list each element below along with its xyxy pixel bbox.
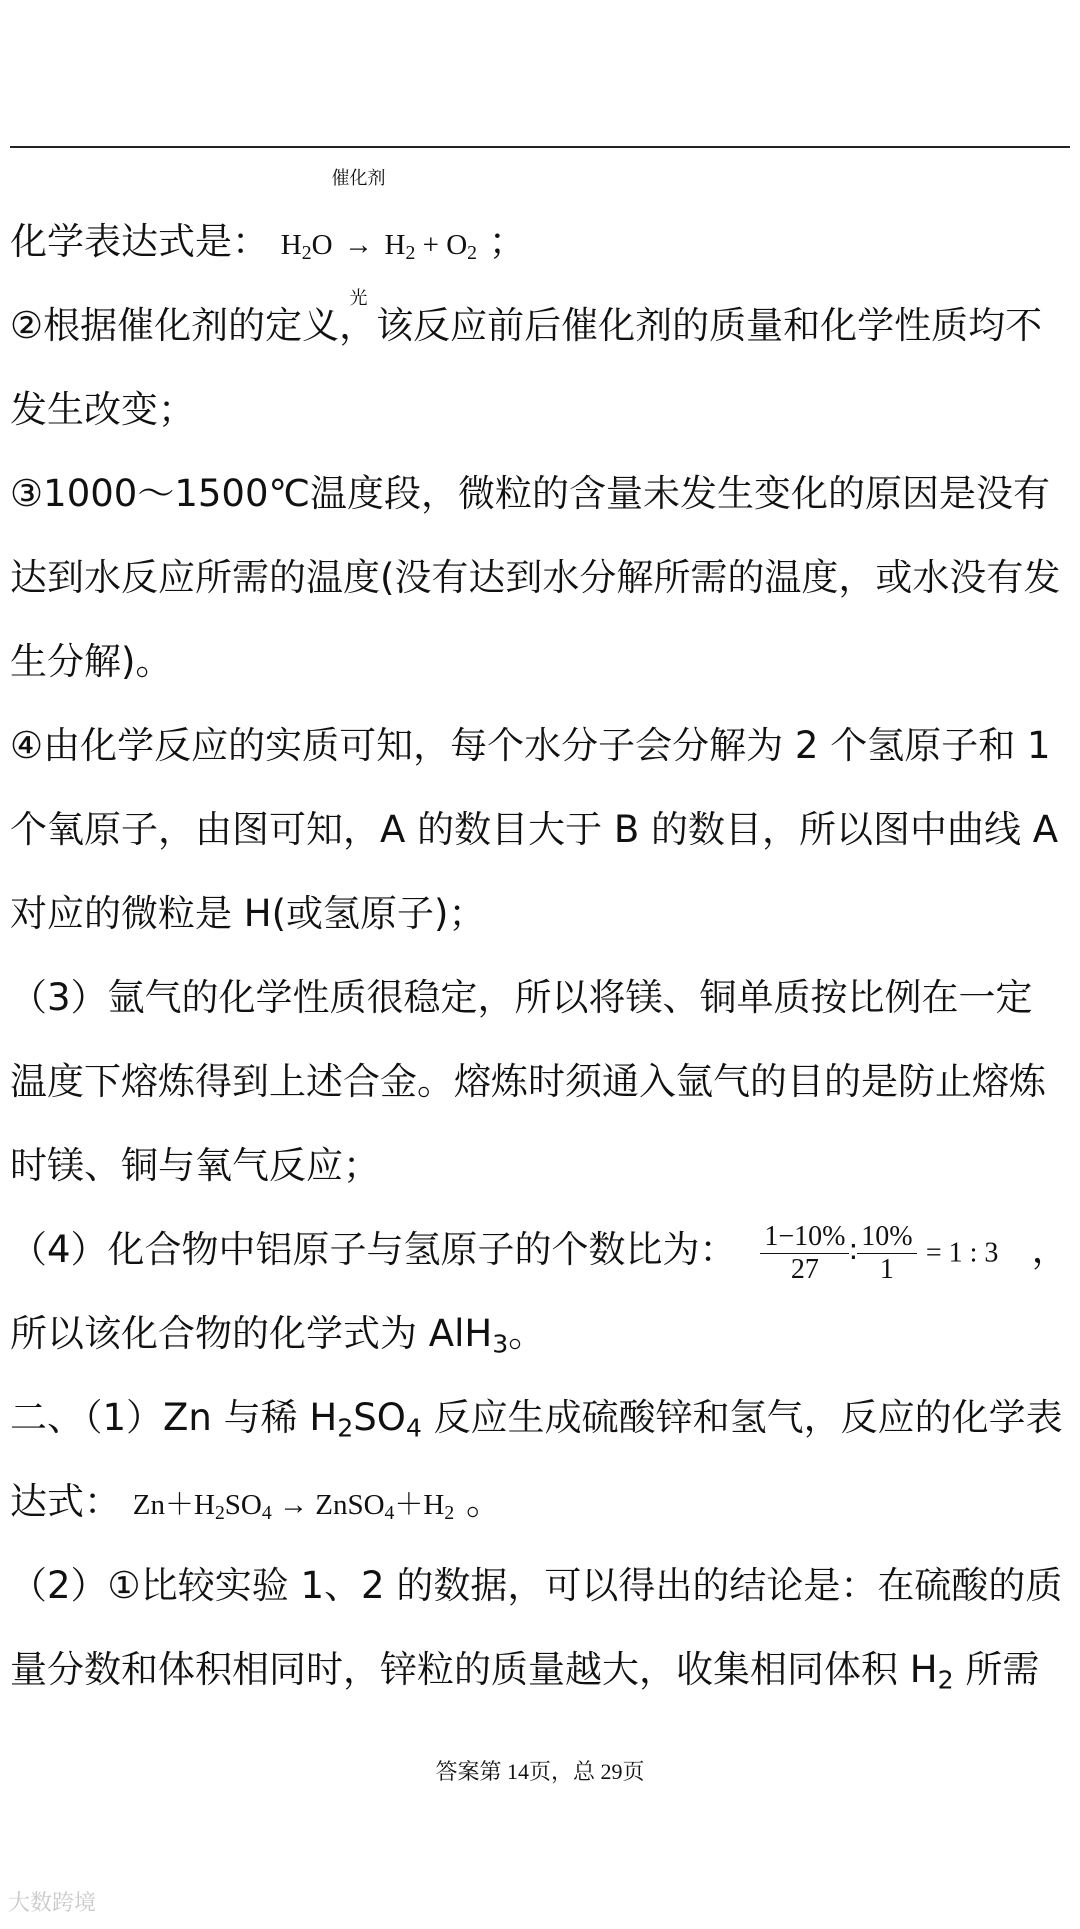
- chemical-equation-zinc-sulfuric-acid: $Zn+H_2SO_4$ → $ZnSO_4+H_2$: [132, 1489, 455, 1524]
- text-line: 时镁、铜与氧气反应；: [10, 1144, 380, 1187]
- text-line: 生分解)。: [10, 640, 173, 683]
- text-line: 对应的微粒是 H(或氢原子)；: [10, 892, 486, 935]
- text-line: ②根据催化剂的定义，该反应前后催化剂的质量和化学性质均不: [10, 304, 1043, 347]
- atom-ratio-formula: $\frac{1-10\%}{27}$ ∶ $\frac{10\%}{1}$ = 1 : 3: [760, 1230, 1007, 1271]
- text-line: 温度下熔炼得到上述合金。熔炼时须通入氩气的目的是防止熔炼: [10, 1060, 1046, 1103]
- text-line: 所以该化合物的化学式为 AlH$_3$。: [10, 1312, 546, 1359]
- text-line: （2）①比较实验 1、2 的数据，可以得出的结论是：在硫酸的质: [10, 1564, 1063, 1607]
- text-line: 量分数和体积相同时，锌粒的质量越大，收集相同体积 $H_2$ 所需: [10, 1648, 1040, 1695]
- fraction: $\frac{10\%}{1}$: [857, 1221, 916, 1286]
- text-line: （3）氩气的化学性质很稳定，所以将镁、铜单质按比例在一定: [10, 976, 1033, 1019]
- text-line: 发生改变；: [10, 388, 195, 431]
- text-line: （4）化合物中铝原子与氢原子的个数比为： $\frac{1-10\%}{27}$ ∶ $\frac{10\%}{1}$ = 1 : 3 ，: [10, 1220, 1069, 1286]
- text-line: 个氧原子，由图可知，A 的数目大于 B 的数目，所以图中曲线 A: [10, 808, 1059, 851]
- reaction-arrow: 催化剂 → 光: [331, 168, 386, 308]
- text-line: 化学表达式是： $H_2O$ 催化剂 → 光 $H_2 + O_2$ ；: [10, 168, 526, 308]
- text-line: 二、（1）Zn 与稀 $H_2SO_4$ 反应生成硫酸锌和氢气，反应的化学表: [10, 1396, 1063, 1443]
- text-line: ④由化学反应的实质可知，每个水分子会分解为 2 个氢原子和 1: [10, 724, 1051, 767]
- page-footer: 答案第 14页，总 29页: [435, 1759, 645, 1784]
- text-line: 达到水反应所需的温度(没有达到水分解所需的温度，或水没有发: [10, 556, 1061, 599]
- text-line: 达式： $Zn+H_2SO_4$ → $ZnSO_4+H_2$ 。: [10, 1480, 503, 1524]
- text-line: ③1000～1500℃温度段，微粒的含量未发生变化的原因是没有: [10, 472, 1051, 515]
- chemical-equation-water-decomposition: $H_2O$ 催化剂 → 光 $H_2 + O_2$: [280, 168, 478, 308]
- watermark: 大数跨境: [8, 1891, 97, 1916]
- fraction: $\frac{1-10\%}{27}$: [760, 1221, 849, 1286]
- header-rule: [10, 146, 1070, 148]
- answer-text: [10, 168, 1072, 1712]
